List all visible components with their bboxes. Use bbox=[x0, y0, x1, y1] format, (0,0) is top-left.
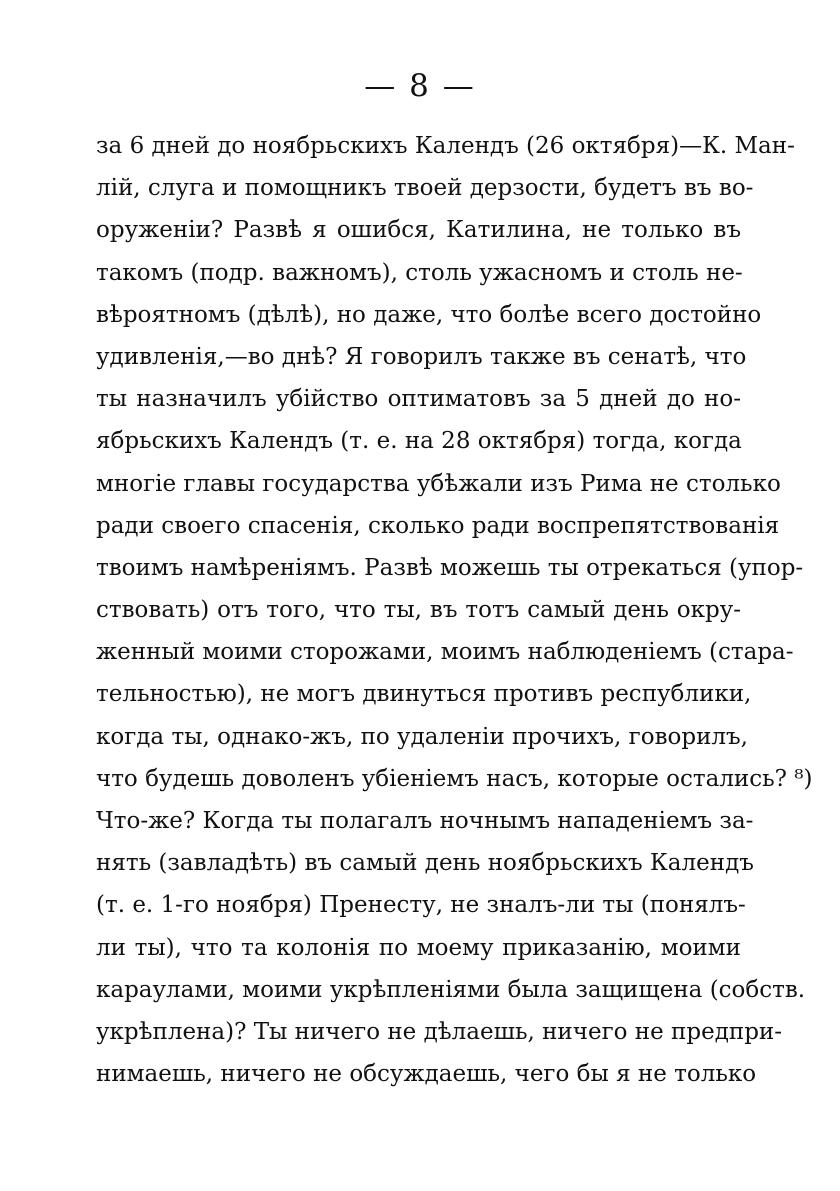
text-line: за 6 дней до ноябрьскихъ Календъ (26 октября)—К. Ман- bbox=[96, 133, 795, 159]
text-line: ябрьскихъ Календъ (т. е. на 28 октября) тогда, когда bbox=[96, 428, 742, 455]
text-line: удивленія,—во днѣ? Я говорилъ также въ сенатѣ, что bbox=[96, 343, 747, 370]
text-line: ствовать) отъ того, что ты, въ тотъ самый день окру- bbox=[96, 597, 741, 624]
text-line: ли ты), что та колонія по моему приказанію, моими bbox=[96, 934, 741, 961]
text-line: многіе главы государства убѣжали изъ Рима не столько bbox=[96, 470, 781, 497]
text-line: твоимъ намѣреніямъ. Развѣ можешь ты отрекаться (упор- bbox=[96, 554, 804, 581]
text-line: такомъ (подр. важномъ), столь ужасномъ и столь не- bbox=[96, 259, 743, 286]
text-line: ради своего спасенія, сколько ради воспрепятствованія bbox=[96, 512, 780, 539]
text-line: (т. е. 1-го ноября) Пренесту, не зналъ-ли ты (понялъ- bbox=[96, 892, 746, 919]
text-line: укрѣплена)? Ты ничего не дѣлаешь, ничего не предпри- bbox=[96, 1018, 783, 1045]
text-line: нимаешь, ничего не обсуждаешь, чего бы я не только bbox=[96, 1061, 757, 1088]
text-line: тельностью), не могъ двинуться противъ республики, bbox=[96, 681, 752, 708]
text-line: караулами, моими укрѣпленіями была защищена (собств. bbox=[96, 976, 806, 1003]
text-line: что будешь доволенъ убіеніемъ насъ, которые остались? ⁸) bbox=[96, 765, 813, 792]
text-line: лій, слуга и помощникъ твоей дерзости, будетъ въ во- bbox=[96, 175, 754, 202]
text-line: женный моими сторожами, моимъ наблюденіемъ (стара- bbox=[96, 639, 794, 666]
text-line: вѣроятномъ (дѣлѣ), но даже, что болѣе всего достойно bbox=[96, 301, 762, 328]
text-line: нять (завладѣть) въ самый день ноябрьскихъ Календъ bbox=[96, 850, 754, 877]
text-line: оруженіи? Развѣ я ошибся, Катилина, не только въ bbox=[96, 217, 741, 244]
text-line: ты назначилъ убійство оптиматовъ за 5 дней до но- bbox=[96, 386, 741, 413]
body-text bbox=[96, 125, 813, 1095]
text-line: когда ты, однако-жъ, по удаленіи прочихъ, говорилъ, bbox=[96, 723, 748, 750]
page-number: — 8 — bbox=[364, 68, 476, 104]
text-line: Что-же? Когда ты полагалъ ночнымъ нападеніемъ за- bbox=[96, 808, 754, 834]
